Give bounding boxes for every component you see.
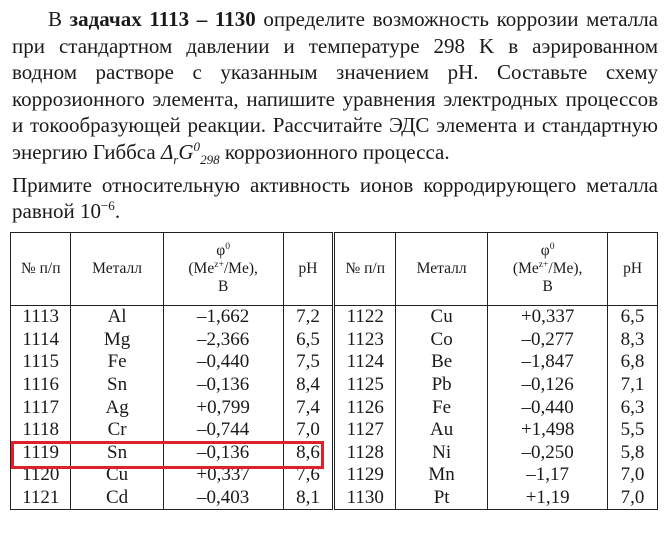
cell-num: 1116 [11, 374, 71, 397]
header-potential [163, 233, 283, 306]
cell-potential-2: –1,847 [488, 351, 608, 374]
cell-num-2: 1123 [334, 329, 396, 352]
cell-potential: –0,403 [163, 487, 283, 510]
cell-potential-2: –0,126 [488, 374, 608, 397]
task-text-end: коррозионного процесса. [219, 139, 450, 164]
header-num: № п/п [11, 233, 71, 306]
cell-metal-2: Co [395, 329, 487, 352]
table-row [11, 464, 658, 487]
phi-symbol-2: φ [540, 242, 550, 259]
cell-num: 1120 [11, 464, 71, 487]
gibbs-delta: Δ [160, 139, 174, 164]
activity-note [12, 172, 658, 224]
header-metal: Металл [71, 233, 163, 306]
cell-ph: 8,6 [283, 442, 334, 465]
cell-potential-2: –1,17 [488, 464, 608, 487]
phi-unit-2: В [542, 278, 553, 295]
cell-potential: –2,366 [163, 329, 283, 352]
cell-metal: Sn [71, 442, 163, 465]
cell-ph-2: 7,0 [608, 487, 658, 510]
cell-potential-2: –0,440 [488, 396, 608, 419]
cell-metal-2: Fe [395, 396, 487, 419]
note-exponent: −6 [100, 198, 115, 213]
intro-start: В [48, 7, 70, 31]
phi-charge: z+ [214, 258, 224, 270]
cell-ph: 7,2 [283, 306, 334, 329]
cell-num: 1118 [11, 419, 71, 442]
cell-potential-2: +1,498 [488, 419, 608, 442]
phi-ion-2: (Me [512, 260, 539, 277]
note-end: . [114, 199, 121, 223]
phi-metal-2: /Me), [548, 260, 583, 277]
cell-ph: 7,4 [283, 396, 334, 419]
table-row [11, 306, 658, 329]
phi-unit: В [217, 278, 229, 295]
cell-metal-2: Mn [395, 464, 487, 487]
phi-symbol: φ [216, 242, 226, 259]
cell-num-2: 1129 [334, 464, 396, 487]
cell-num-2: 1122 [334, 306, 396, 329]
cell-ph-2: 5,5 [608, 419, 658, 442]
cell-num: 1114 [11, 329, 71, 352]
cell-ph-2: 7,1 [608, 374, 658, 397]
cell-potential: +0,799 [163, 396, 283, 419]
cell-potential: –0,136 [163, 442, 283, 465]
cell-metal-2: Cu [395, 306, 487, 329]
cell-metal-2: Ni [395, 442, 487, 465]
cell-ph-2: 6,5 [608, 306, 658, 329]
cell-ph: 6,5 [283, 329, 334, 352]
task-text: определите возможность коррозии металла при стандартном давлении и температуре 298 K в аэрированном водном растворе с указанным значением pH. Составьте схему коррозионного элемента, напишите уравнения электродных процессов и токообразующей реакции. Рассчитайте ЭДС элемента и стандартную энергию Гиббса [12, 7, 659, 164]
header-ph: pH [283, 233, 334, 306]
cell-metal: Cu [71, 464, 163, 487]
table-row [11, 329, 658, 352]
cell-metal: Al [71, 306, 163, 329]
cell-num: 1121 [11, 487, 71, 510]
header-ph-2: pH [608, 233, 658, 306]
table-row [11, 374, 658, 397]
cell-ph-2: 8,3 [608, 329, 658, 352]
table-row [11, 396, 658, 419]
cell-potential: –1,662 [163, 306, 283, 329]
cell-potential: –0,744 [163, 419, 283, 442]
cell-potential-2: +1,19 [488, 487, 608, 510]
cell-potential-2: –0,250 [488, 442, 608, 465]
note-text: Примите относительную активность ионов корродирующего металла равной 10 [12, 173, 658, 223]
cell-num: 1115 [11, 351, 71, 374]
cell-metal-2: Pb [395, 374, 487, 397]
cell-num-2: 1125 [334, 374, 396, 397]
gibbs-r: r [173, 151, 179, 167]
cell-num: 1119 [11, 442, 71, 465]
header-metal-2: Металл [395, 233, 487, 306]
cell-potential-2: –0,277 [488, 329, 608, 352]
cell-metal: Sn [71, 374, 163, 397]
task-paragraph [12, 6, 658, 165]
gibbs-sup: 0 [193, 138, 201, 154]
phi-charge-2: z+ [538, 258, 549, 270]
cell-metal-2: Be [395, 351, 487, 374]
gibbs-g: G [178, 139, 194, 164]
header-potential-2 [488, 233, 608, 306]
table-header-row [11, 233, 658, 306]
cell-ph-2: 7,0 [608, 464, 658, 487]
phi-metal: /Me), [223, 260, 258, 277]
cell-ph: 7,5 [283, 351, 334, 374]
cell-metal: Mg [71, 329, 163, 352]
cell-ph: 7,6 [283, 464, 334, 487]
table-row [11, 351, 658, 374]
cell-potential-2: +0,337 [488, 306, 608, 329]
cell-potential: –0,440 [163, 351, 283, 374]
table-row [11, 487, 658, 510]
cell-potential: +0,337 [163, 464, 283, 487]
cell-ph: 7,0 [283, 419, 334, 442]
phi-sup-2: 0 [549, 240, 555, 252]
gibbs-energy-symbol [160, 138, 220, 167]
cell-metal: Ag [71, 396, 163, 419]
gibbs-sub: 298 [200, 151, 220, 167]
phi-sup: 0 [225, 240, 231, 252]
header-num-2: № п/п [334, 233, 396, 306]
cell-num: 1113 [11, 306, 71, 329]
cell-metal: Fe [71, 351, 163, 374]
cell-num-2: 1124 [334, 351, 396, 374]
cell-num: 1117 [11, 396, 71, 419]
cell-ph: 8,4 [283, 374, 334, 397]
table-row [11, 419, 658, 442]
cell-num-2: 1128 [334, 442, 396, 465]
cell-metal: Cr [71, 419, 163, 442]
cell-potential: –0,136 [163, 374, 283, 397]
metals-table [10, 232, 658, 510]
cell-num-2: 1127 [334, 419, 396, 442]
task-range: задачах 1113 – 1130 [69, 7, 256, 31]
cell-ph-2: 6,3 [608, 396, 658, 419]
cell-metal-2: Pt [395, 487, 487, 510]
cell-ph-2: 6,8 [608, 351, 658, 374]
phi-ion: (Me [188, 260, 215, 277]
cell-num-2: 1130 [334, 487, 396, 510]
cell-metal: Cd [71, 487, 163, 510]
table-row [11, 442, 658, 465]
cell-metal-2: Au [395, 419, 487, 442]
cell-ph: 8,1 [283, 487, 334, 510]
cell-num-2: 1126 [334, 396, 396, 419]
cell-ph-2: 5,8 [608, 442, 658, 465]
